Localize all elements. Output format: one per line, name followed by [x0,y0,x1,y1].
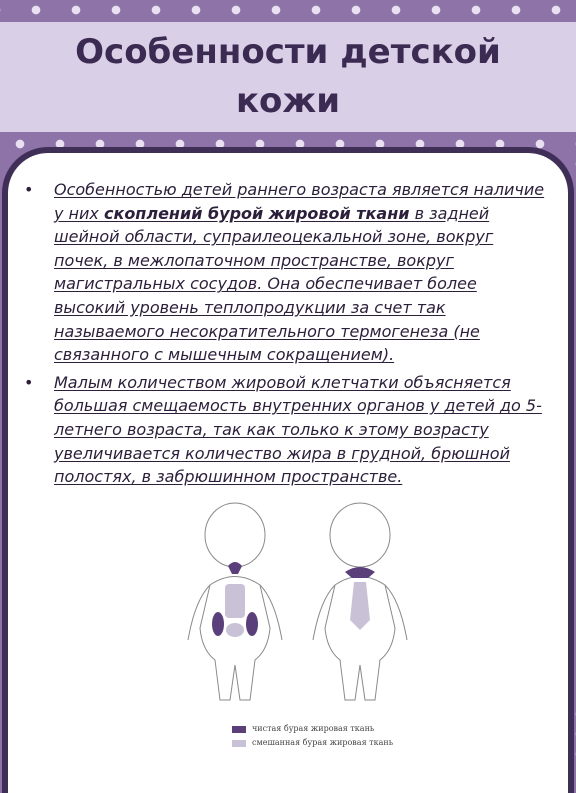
legend-item-mixed [232,738,393,747]
legend-swatch-pure [232,726,246,733]
back-pure-brown-fat [345,567,375,578]
legend-label-mixed: смешанная бурая жировая ткань [252,738,394,747]
legend-item-pure [232,724,374,733]
bullet-text: Малым количеством жировой клетчатки объясняется большая смещаемость внутренних органов у детей до 5-летнего возраста, так как только к этому возрасту увеличивается количество жира в грудной, брюшной полостях, в забрюшинном пространстве. [54,372,542,487]
dot-pattern-top [0,0,576,22]
infant-brown-fat-figure [170,500,430,710]
bullet-text-bold: скоплений бурой жировой ткани [103,203,410,223]
bullet-marker-icon: • [24,180,34,199]
bullet-item-organ-mobility [20,371,550,489]
back-mixed-brown-fat [350,582,370,630]
legend-swatch-mixed [232,740,246,747]
bullet-marker-icon: • [24,372,34,392]
legend-label-pure: чистая бурая жировая ткань [252,724,375,733]
bullet-text-end: в задней шейной области, супраилеоцекальной зоне, вокруг почек, в межлопаточном пространстве, вокруг магистральных сосудов. Она обеспечивает более высокий уровень теплопродукции за счет так называемого несократительного термогенеза (не связанного с мышечным сокращением). [54,203,494,365]
title-band [0,22,576,132]
bullet-text-start: Особенностью детей раннего возраста является наличие у них [54,180,545,223]
front-mixed-brown-fat [225,584,245,637]
slide-title: Особенности детской кожи [75,32,501,121]
bullet-list [20,178,550,493]
bullet-item-brown-fat [20,178,550,367]
